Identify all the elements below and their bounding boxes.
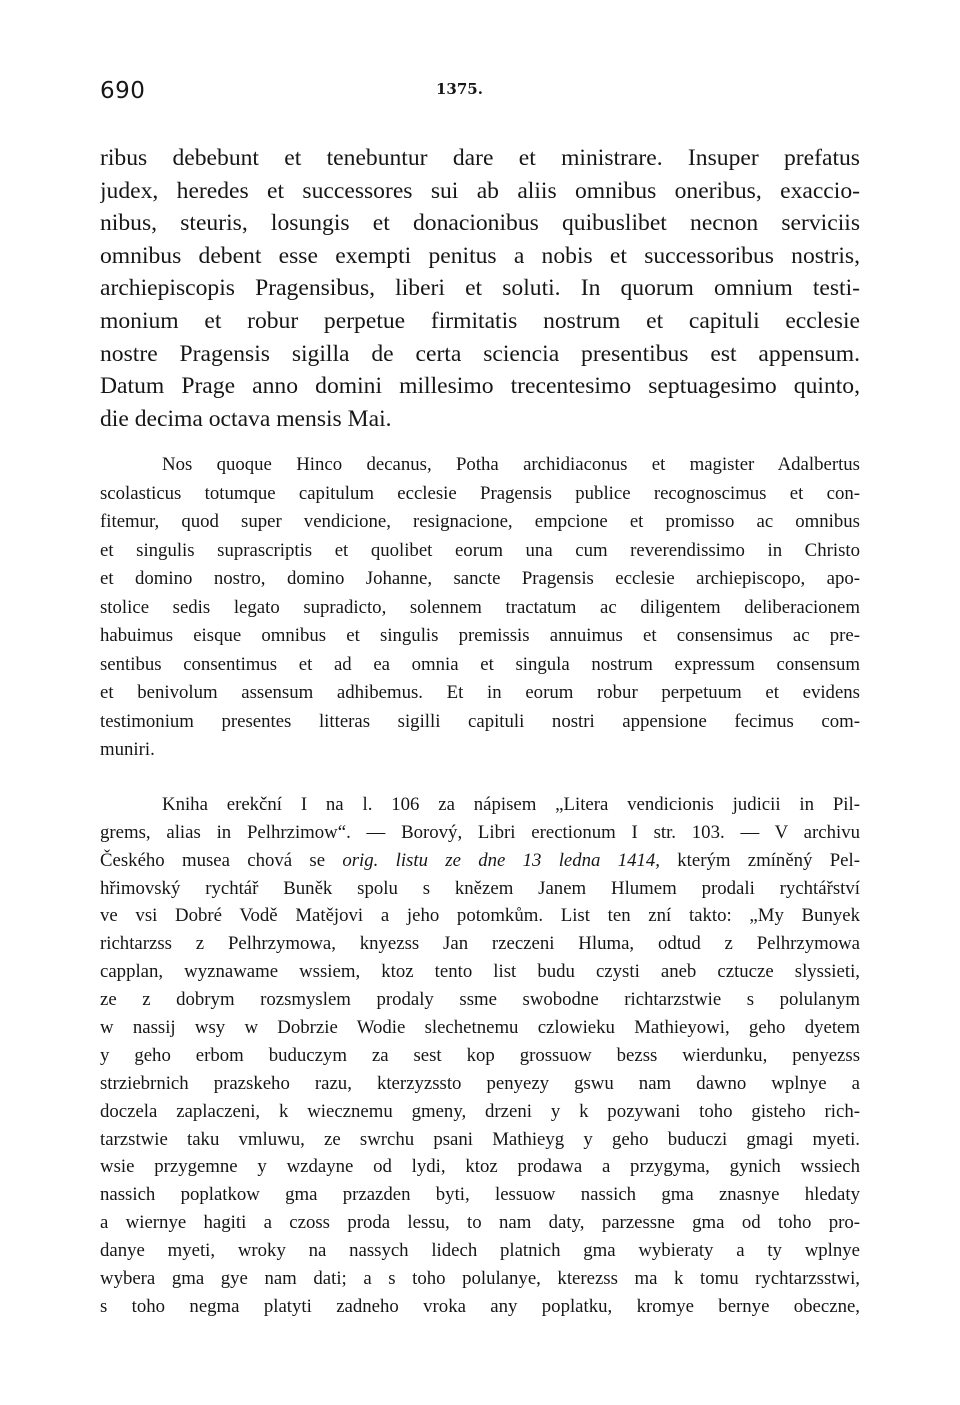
text-line: et domino nostro, domino Johanne, sancte Pragensis ecclesie archiepiscopo, apo- <box>100 568 860 590</box>
note-line: Kniha erekční I na l. 106 za nápisem „Litera vendicionis judicii in Pil- <box>162 793 860 815</box>
text-line: sentibus consentimus et ad ea omnia et singula nostrum expressum consensum <box>100 653 860 675</box>
editorial-note <box>100 791 860 1321</box>
text-line: nibus, steuris, losungis et donacionibus quibuslibet necnon serviciis <box>100 210 860 237</box>
text-line: omnibus debent esse exempti penitus a nobis et successoribus nostris, <box>100 242 860 269</box>
text-line: judex, heredes et successores sui ab aliis omnibus oneribus, exaccio- <box>100 177 860 204</box>
page-header <box>100 72 860 112</box>
note-line: ve vsi Dobré Vodě Matějovi a jeho potomkům. List ten zní takto: „My Bunyek <box>100 905 860 927</box>
note-line: w nassij wsy w Dobrzie Wodie slechetnemu czlowieku Mathieyowi, geho dyetem <box>100 1016 860 1038</box>
text-line: nostre Pragensis sigilla de certa sciencia presentibus est appensum. <box>100 340 860 367</box>
note-line <box>100 847 860 875</box>
note-line: ze z dobrym rozsmyslem prodaly ssme swobodne richtarzstwie s polulanym <box>100 989 860 1011</box>
text-line: Datum Prage anno domini millesimo trecentesimo septuagesimo quinto, <box>100 373 860 400</box>
note-line: wybera gma gye nam dati; a s toho polulanye, kterezss ma k tomu rychtarzsstwi, <box>100 1267 860 1289</box>
text-line: monium et robur perpetue firmitatis nostrum et capituli ecclesie <box>100 307 860 334</box>
note-line: hřimovský rychtář Buněk spolu s knězem Janem Hlumem prodali rychtářství <box>100 877 860 899</box>
note-line: richtarzss z Pelhrzymowa, knyezss Jan rzeczeni Hluma, odtud z Pelhrzymowa <box>100 933 860 955</box>
running-title-year: 1375. <box>436 80 483 98</box>
note-line: nassich poplatkow gma przazden byti, lessuow nassich gma znasnye hledaty <box>100 1184 860 1206</box>
text-line: et benivolum assensum adhibemus. Et in eorum robur perpetuum et evidens <box>100 682 860 704</box>
note-line: grems, alias in Pelhrzimow“. — Borový, Libri erectionum I str. 103. — V archivu <box>100 821 860 843</box>
note-line: y geho erbom buduczym za sest kop grossuow bezss wierdunku, penyezss <box>100 1044 860 1066</box>
note-text: kterým zmíněný Pel- <box>659 849 860 871</box>
text-line: die decima octava mensis Mai. <box>100 405 392 432</box>
note-line: s toho negma platyti zadneho vroka any poplatku, kromye bernye obeczne, <box>100 1295 860 1317</box>
text-line: scolasticus totumque capitulum ecclesie Pragensis publice recognoscimus et con- <box>100 482 860 504</box>
original-charter-reference: orig. listu ze dne 13 ledna 1414, <box>342 849 660 871</box>
note-line: a wiernye hagiti a czoss proda lessu, to nam daty, parzessne gma od toho pro- <box>100 1212 860 1234</box>
text-line: habuimus eisque omnibus et singulis premissis annuimus et consensimus ac pre- <box>100 625 860 647</box>
text-line: et singulis suprascriptis et quolibet eorum una cum reverendissimo in Christo <box>100 539 860 561</box>
note-text: Českého musea chová se <box>100 849 343 871</box>
note-line: wsie przygemne y wzdayne od lydi, ktoz prodawa a przygyma, gynich wssiech <box>100 1156 860 1178</box>
text-line: stolice sedis legato supradicto, solennem tractatum ac diligentem deliberacionem <box>100 596 860 618</box>
text-line: testimonium presentes litteras sigilli capituli nostri appensione fecimus com- <box>100 710 860 732</box>
chapter-consent-paragraph <box>100 451 860 765</box>
note-line: danye myeti, wroky na nassych lidech platnich gma wybieraty a ty wplnye <box>100 1240 860 1262</box>
text-line: Nos quoque Hinco decanus, Potha archidiaconus et magister Adalbertus <box>162 454 860 476</box>
page-body <box>100 142 860 1321</box>
note-line: doczela zaplaczeni, k wiecznemu gmeny, drzeni y k pozywani toho gisteho rich- <box>100 1100 860 1122</box>
charter-text-paragraph <box>100 142 860 435</box>
text-line: ribus debebunt et tenebuntur dare et ministrare. Insuper prefatus <box>100 145 860 171</box>
note-line: tarzstwie taku vmluwu, ze swrchu psani Mathieyg y geho buduczi gmagi myeti. <box>100 1128 860 1150</box>
text-line: fitemur, quod super vendicione, resignacione, empcione et promisso ac omnibus <box>100 511 860 533</box>
note-line: strziebrnich prazskeho razu, kterzyzssto penyezy gswu nam dawno wplnye a <box>100 1072 860 1094</box>
note-line: capplan, wyznawame wssiem, ktoz tento list budu czysti aneb cztucze slyssieti, <box>100 961 860 983</box>
text-line: muniri. <box>100 739 155 761</box>
text-line: archiepiscopis Pragensibus, liberi et soluti. In quorum omnium testi- <box>100 275 860 302</box>
page-number: 690 <box>100 78 146 104</box>
